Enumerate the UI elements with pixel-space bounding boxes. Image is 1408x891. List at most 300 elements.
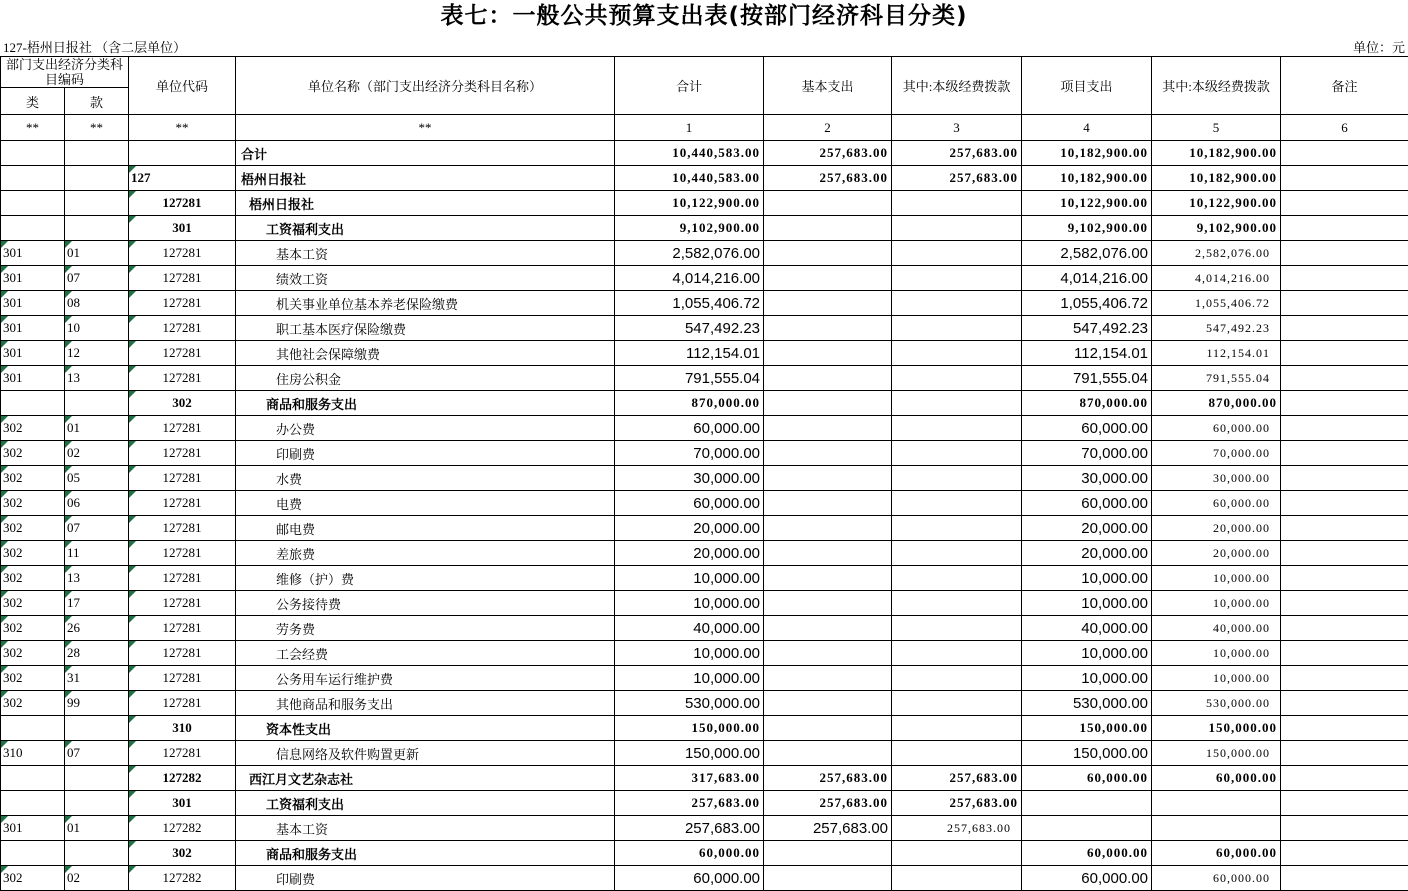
- cell-error-triangle-icon: [65, 316, 72, 323]
- table-row: [1, 291, 1408, 316]
- cell-project-own-funds: 30,000.00: [1152, 466, 1281, 491]
- cell-project-own-funds: [1152, 791, 1281, 816]
- cell-unit-name: [236, 766, 615, 791]
- table-row: [1, 716, 1408, 741]
- cell-error-triangle-icon: [65, 541, 72, 548]
- cell-unit-name-text: 合计: [241, 147, 267, 162]
- cell-basic-expense: [764, 266, 892, 291]
- cell-project-expense: 1,055,406.72: [1022, 291, 1152, 316]
- cell-unit-code-text: 127281: [163, 520, 202, 535]
- cell-class-code: [1, 141, 65, 166]
- table-row: [1, 641, 1408, 666]
- cell-class-code-text: 302: [3, 495, 23, 510]
- cell-total: 70,000.00: [615, 441, 764, 466]
- cell-class-code: [1, 391, 65, 416]
- cell-item-code-text: 07: [67, 270, 80, 285]
- cell-error-triangle-icon: [129, 191, 136, 198]
- cell-error-triangle-icon: [1, 866, 8, 873]
- cell-basic-own-funds: [892, 441, 1022, 466]
- cell-unit-code-text: 302: [172, 845, 192, 860]
- budget-table: [0, 56, 1408, 891]
- cell-unit-code: [129, 641, 236, 666]
- cell-item-code-text: 11: [67, 545, 80, 560]
- cell-unit-code: [129, 666, 236, 691]
- cell-unit-code-text: 127281: [163, 645, 202, 660]
- index-cell: 4: [1022, 115, 1152, 141]
- cell-project-expense: 4,014,216.00: [1022, 266, 1152, 291]
- cell-error-triangle-icon: [65, 691, 72, 698]
- cell-error-triangle-icon: [129, 166, 136, 173]
- cell-unit-code-text: 127281: [163, 195, 202, 210]
- cell-project-own-funds: 20,000.00: [1152, 541, 1281, 566]
- cell-error-triangle-icon: [65, 741, 72, 748]
- cell-item-code-text: 26: [67, 620, 80, 635]
- cell-project-own-funds: 870,000.00: [1152, 391, 1281, 416]
- cell-project-expense: 60,000.00: [1022, 866, 1152, 891]
- cell-basic-own-funds: [892, 841, 1022, 866]
- cell-note: [1281, 866, 1408, 891]
- cell-class-code-text: 302: [3, 620, 23, 635]
- cell-class-code: [1, 316, 65, 341]
- cell-unit-code: [129, 366, 236, 391]
- cell-class-code-text: 302: [3, 445, 23, 460]
- cell-class-code: [1, 516, 65, 541]
- cell-error-triangle-icon: [129, 866, 136, 873]
- cell-basic-expense: [764, 216, 892, 241]
- cell-project-own-funds: 70,000.00: [1152, 441, 1281, 466]
- cell-unit-code: [129, 716, 236, 741]
- cell-error-triangle-icon: [1, 441, 8, 448]
- cell-error-triangle-icon: [129, 341, 136, 348]
- cell-unit-name-text: 基本工资: [276, 822, 328, 837]
- cell-item-code: [65, 616, 129, 641]
- cell-class-code: [1, 166, 65, 191]
- cell-class-code: [1, 291, 65, 316]
- cell-basic-expense: [764, 716, 892, 741]
- cell-unit-code: [129, 741, 236, 766]
- table-row: [1, 866, 1408, 891]
- cell-total: 112,154.01: [615, 341, 764, 366]
- cell-error-triangle-icon: [129, 741, 136, 748]
- table-row: [1, 466, 1408, 491]
- cell-unit-code-text: 127281: [163, 745, 202, 760]
- cell-project-own-funds: 10,000.00: [1152, 566, 1281, 591]
- cell-project-expense: 10,182,900.00: [1022, 166, 1152, 191]
- cell-note: [1281, 766, 1408, 791]
- cell-unit-name-text: 印刷费: [276, 447, 315, 462]
- cell-project-expense: 40,000.00: [1022, 616, 1152, 641]
- cell-basic-expense: [764, 491, 892, 516]
- cell-total: 10,000.00: [615, 666, 764, 691]
- cell-project-expense: 60,000.00: [1022, 491, 1152, 516]
- cell-class-code: [1, 441, 65, 466]
- cell-basic-expense: [764, 191, 892, 216]
- cell-unit-name: [236, 816, 615, 841]
- cell-unit-name: [236, 341, 615, 366]
- cell-project-expense: 870,000.00: [1022, 391, 1152, 416]
- cell-unit-name-text: 公务用车运行维护费: [276, 672, 393, 687]
- cell-project-own-funds: 1,055,406.72: [1152, 291, 1281, 316]
- cell-class-code-text: 301: [3, 270, 23, 285]
- cell-note: [1281, 541, 1408, 566]
- cell-project-expense: 10,000.00: [1022, 566, 1152, 591]
- cell-unit-code: [129, 191, 236, 216]
- cell-class-code: [1, 791, 65, 816]
- cell-error-triangle-icon: [129, 541, 136, 548]
- cell-basic-expense: [764, 591, 892, 616]
- cell-basic-own-funds: [892, 616, 1022, 641]
- cell-class-code-text: 302: [3, 470, 23, 485]
- cell-class-code-text: 302: [3, 520, 23, 535]
- cell-basic-own-funds: [892, 491, 1022, 516]
- cell-unit-code-text: 127281: [163, 420, 202, 435]
- cell-unit-name: [236, 166, 615, 191]
- cell-project-expense: 530,000.00: [1022, 691, 1152, 716]
- cell-project-own-funds: 10,000.00: [1152, 641, 1281, 666]
- cell-note: [1281, 166, 1408, 191]
- cell-basic-expense: 257,683.00: [764, 141, 892, 166]
- cell-class-code-text: 301: [3, 370, 23, 385]
- table-body: [1, 141, 1408, 891]
- cell-project-expense: 112,154.01: [1022, 341, 1152, 366]
- cell-unit-code-text: 127281: [163, 670, 202, 685]
- cell-item-code: [65, 666, 129, 691]
- cell-error-triangle-icon: [129, 466, 136, 473]
- header-unit-name: 单位名称（部门支出经济分类科目名称）: [236, 57, 615, 115]
- cell-item-code-text: 31: [67, 670, 80, 685]
- header-basic-expense: 基本支出: [764, 57, 892, 115]
- cell-error-triangle-icon: [65, 516, 72, 523]
- cell-project-own-funds: 150,000.00: [1152, 741, 1281, 766]
- cell-unit-name-text: 工资福利支出: [266, 222, 344, 237]
- cell-item-code: [65, 591, 129, 616]
- cell-error-triangle-icon: [1, 366, 8, 373]
- cell-error-triangle-icon: [65, 441, 72, 448]
- cell-unit-code: [129, 766, 236, 791]
- cell-unit-name-text: 电费: [276, 497, 302, 512]
- cell-unit-code-text: 127281: [163, 245, 202, 260]
- cell-error-triangle-icon: [129, 366, 136, 373]
- cell-total: 60,000.00: [615, 416, 764, 441]
- cell-basic-expense: [764, 541, 892, 566]
- cell-basic-own-funds: [892, 866, 1022, 891]
- cell-error-triangle-icon: [1, 316, 8, 323]
- cell-unit-code: [129, 591, 236, 616]
- cell-unit-code-text: 127282: [163, 770, 202, 785]
- cell-item-code-text: 99: [67, 695, 80, 710]
- cell-unit-name: [236, 591, 615, 616]
- cell-basic-own-funds: 257,683.00: [892, 166, 1022, 191]
- cell-unit-name-text: 商品和服务支出: [266, 847, 357, 862]
- cell-error-triangle-icon: [129, 691, 136, 698]
- cell-basic-expense: [764, 641, 892, 666]
- cell-unit-name-text: 差旅费: [276, 547, 315, 562]
- cell-item-code: [65, 866, 129, 891]
- cell-error-triangle-icon: [1, 541, 8, 548]
- table-row: [1, 316, 1408, 341]
- cell-basic-own-funds: [892, 241, 1022, 266]
- cell-note: [1281, 791, 1408, 816]
- cell-item-code-text: 02: [67, 870, 80, 885]
- cell-unit-name-text: 印刷费: [276, 872, 315, 887]
- cell-item-code: [65, 641, 129, 666]
- cell-item-code: [65, 491, 129, 516]
- cell-item-code: [65, 166, 129, 191]
- cell-total: 257,683.00: [615, 816, 764, 841]
- cell-project-own-funds: 547,492.23: [1152, 316, 1281, 341]
- cell-project-expense: 791,555.04: [1022, 366, 1152, 391]
- cell-project-expense: 20,000.00: [1022, 541, 1152, 566]
- cell-item-code-text: 10: [67, 320, 80, 335]
- cell-project-own-funds: 60,000.00: [1152, 866, 1281, 891]
- cell-project-own-funds: 60,000.00: [1152, 491, 1281, 516]
- cell-unit-code: [129, 416, 236, 441]
- cell-unit-name-text: 维修（护）费: [276, 572, 354, 587]
- cell-basic-expense: 257,683.00: [764, 816, 892, 841]
- cell-unit-name: [236, 291, 615, 316]
- cell-error-triangle-icon: [1, 566, 8, 573]
- cell-note: [1281, 466, 1408, 491]
- table-row: [1, 616, 1408, 641]
- cell-error-triangle-icon: [65, 366, 72, 373]
- cell-project-expense: 10,000.00: [1022, 641, 1152, 666]
- cell-item-code: [65, 841, 129, 866]
- cell-error-triangle-icon: [129, 641, 136, 648]
- cell-error-triangle-icon: [129, 391, 136, 398]
- cell-unit-name: [236, 566, 615, 591]
- cell-unit-code-text: 127281: [163, 470, 202, 485]
- cell-item-code-text: 01: [67, 820, 80, 835]
- cell-project-expense: 20,000.00: [1022, 516, 1152, 541]
- index-cell: 6: [1281, 115, 1408, 141]
- cell-class-code-text: 301: [3, 245, 23, 260]
- cell-class-code: [1, 191, 65, 216]
- cell-project-own-funds: 20,000.00: [1152, 516, 1281, 541]
- cell-class-code: [1, 741, 65, 766]
- cell-unit-name-text: 商品和服务支出: [266, 397, 357, 412]
- cell-project-own-funds: 9,102,900.00: [1152, 216, 1281, 241]
- index-cell: 3: [892, 115, 1022, 141]
- index-cell: 5: [1152, 115, 1281, 141]
- cell-class-code-text: 302: [3, 570, 23, 585]
- table-row: [1, 441, 1408, 466]
- cell-error-triangle-icon: [1, 416, 8, 423]
- cell-total: 530,000.00: [615, 691, 764, 716]
- cell-basic-expense: [764, 666, 892, 691]
- cell-unit-name: [236, 491, 615, 516]
- cell-basic-expense: [764, 741, 892, 766]
- cell-note: [1281, 591, 1408, 616]
- cell-item-code: [65, 466, 129, 491]
- cell-project-expense: 9,102,900.00: [1022, 216, 1152, 241]
- cell-error-triangle-icon: [129, 841, 136, 848]
- cell-project-own-funds: 10,000.00: [1152, 591, 1281, 616]
- cell-project-own-funds: 112,154.01: [1152, 341, 1281, 366]
- table-row: [1, 816, 1408, 841]
- cell-unit-code: [129, 841, 236, 866]
- cell-basic-own-funds: [892, 566, 1022, 591]
- cell-total: 1,055,406.72: [615, 291, 764, 316]
- index-cell: **: [129, 115, 236, 141]
- cell-unit-code: [129, 566, 236, 591]
- cell-unit-name-text: 办公费: [276, 422, 315, 437]
- cell-class-code-text: 302: [3, 595, 23, 610]
- cell-unit-code-text: 310: [172, 720, 192, 735]
- cell-project-own-funds: 530,000.00: [1152, 691, 1281, 716]
- cell-basic-own-funds: [892, 516, 1022, 541]
- cell-error-triangle-icon: [1, 616, 8, 623]
- cell-project-own-funds: 10,000.00: [1152, 666, 1281, 691]
- cell-basic-expense: [764, 291, 892, 316]
- cell-project-expense: 10,000.00: [1022, 591, 1152, 616]
- cell-unit-code: [129, 291, 236, 316]
- cell-item-code: [65, 191, 129, 216]
- cell-error-triangle-icon: [65, 416, 72, 423]
- cell-item-code-text: 02: [67, 445, 80, 460]
- cell-basic-own-funds: [892, 366, 1022, 391]
- cell-total: 150,000.00: [615, 716, 764, 741]
- cell-project-expense: 10,122,900.00: [1022, 191, 1152, 216]
- cell-basic-own-funds: 257,683.00: [892, 141, 1022, 166]
- cell-unit-name: [236, 141, 615, 166]
- cell-error-triangle-icon: [65, 641, 72, 648]
- cell-unit-code: [129, 866, 236, 891]
- header-note: 备注: [1281, 57, 1408, 115]
- cell-project-expense: 150,000.00: [1022, 716, 1152, 741]
- cell-note: [1281, 141, 1408, 166]
- cell-total: 791,555.04: [615, 366, 764, 391]
- cell-note: [1281, 391, 1408, 416]
- cell-unit-name: [236, 416, 615, 441]
- cell-note: [1281, 191, 1408, 216]
- cell-unit-name: [236, 441, 615, 466]
- cell-class-code: [1, 666, 65, 691]
- meta-row: [0, 30, 1408, 56]
- cell-unit-code: [129, 141, 236, 166]
- cell-unit-name: [236, 641, 615, 666]
- page-title: 表七：一般公共预算支出表(按部门经济科目分类): [0, 0, 1408, 30]
- cell-project-own-funds: 2,582,076.00: [1152, 241, 1281, 266]
- cell-unit-code: [129, 216, 236, 241]
- cell-item-code: [65, 541, 129, 566]
- cell-error-triangle-icon: [129, 416, 136, 423]
- cell-note: [1281, 241, 1408, 266]
- cell-unit-name: [236, 866, 615, 891]
- cell-error-triangle-icon: [129, 666, 136, 673]
- cell-basic-expense: [764, 866, 892, 891]
- cell-basic-expense: [764, 516, 892, 541]
- cell-class-code: [1, 641, 65, 666]
- cell-project-own-funds: 791,555.04: [1152, 366, 1281, 391]
- cell-error-triangle-icon: [1, 666, 8, 673]
- cell-error-triangle-icon: [1, 291, 8, 298]
- cell-class-code: [1, 491, 65, 516]
- cell-unit-code: [129, 616, 236, 641]
- index-cell: **: [236, 115, 615, 141]
- cell-item-code: [65, 266, 129, 291]
- cell-unit-name: [236, 366, 615, 391]
- cell-note: [1281, 416, 1408, 441]
- cell-error-triangle-icon: [65, 666, 72, 673]
- cell-basic-own-funds: [892, 316, 1022, 341]
- cell-basic-own-funds: [892, 341, 1022, 366]
- cell-class-code: [1, 816, 65, 841]
- cell-total: 2,582,076.00: [615, 241, 764, 266]
- cell-basic-expense: [764, 366, 892, 391]
- cell-project-expense: [1022, 791, 1152, 816]
- cell-error-triangle-icon: [129, 266, 136, 273]
- cell-error-triangle-icon: [65, 616, 72, 623]
- cell-item-code-text: 06: [67, 495, 80, 510]
- cell-class-code: [1, 591, 65, 616]
- cell-project-expense: 70,000.00: [1022, 441, 1152, 466]
- cell-unit-code: [129, 491, 236, 516]
- cell-unit-code-text: 127281: [163, 295, 202, 310]
- cell-basic-expense: [764, 341, 892, 366]
- cell-total: 257,683.00: [615, 791, 764, 816]
- cell-item-code: [65, 291, 129, 316]
- cell-item-code: [65, 241, 129, 266]
- cell-unit-code: [129, 541, 236, 566]
- cell-unit-code-text: 302: [172, 395, 192, 410]
- cell-note: [1281, 641, 1408, 666]
- header-project-own-funds: 其中:本级经费拨款: [1152, 57, 1281, 115]
- cell-basic-expense: [764, 841, 892, 866]
- cell-item-code-text: 28: [67, 645, 80, 660]
- index-cell: 1: [615, 115, 764, 141]
- cell-basic-own-funds: [892, 691, 1022, 716]
- cell-note: [1281, 341, 1408, 366]
- cell-basic-own-funds: [892, 191, 1022, 216]
- cell-class-code-text: 302: [3, 420, 23, 435]
- cell-total: 9,102,900.00: [615, 216, 764, 241]
- cell-basic-expense: [764, 391, 892, 416]
- cell-error-triangle-icon: [1, 516, 8, 523]
- cell-note: [1281, 666, 1408, 691]
- cell-project-own-funds: 150,000.00: [1152, 716, 1281, 741]
- cell-unit-code-text: 127282: [163, 870, 202, 885]
- cell-note: [1281, 616, 1408, 641]
- table-row: [1, 591, 1408, 616]
- table-row: [1, 366, 1408, 391]
- cell-error-triangle-icon: [1, 466, 8, 473]
- cell-unit-code-text: 127: [131, 170, 151, 185]
- cell-project-expense: 10,000.00: [1022, 666, 1152, 691]
- cell-unit-code: [129, 441, 236, 466]
- cell-item-code: [65, 416, 129, 441]
- cell-item-code: [65, 691, 129, 716]
- cell-class-code-text: 302: [3, 870, 23, 885]
- cell-class-code-text: 302: [3, 645, 23, 660]
- cell-error-triangle-icon: [129, 316, 136, 323]
- cell-error-triangle-icon: [65, 491, 72, 498]
- cell-unit-code-text: 127281: [163, 345, 202, 360]
- cell-item-code-text: 12: [67, 345, 80, 360]
- cell-unit-name-text: 资本性支出: [266, 722, 331, 737]
- index-cell: 2: [764, 115, 892, 141]
- cell-note: [1281, 716, 1408, 741]
- index-cell: **: [1, 115, 65, 141]
- cell-project-own-funds: 10,182,900.00: [1152, 166, 1281, 191]
- header-code-group: 部门支出经济分类科目编码: [1, 57, 129, 88]
- cell-basic-own-funds: 257,683.00: [892, 816, 1022, 841]
- cell-error-triangle-icon: [1, 816, 8, 823]
- table-row: [1, 841, 1408, 866]
- index-cell: **: [65, 115, 129, 141]
- cell-unit-code-text: 127281: [163, 620, 202, 635]
- cell-unit-code: [129, 516, 236, 541]
- cell-unit-code-text: 127281: [163, 270, 202, 285]
